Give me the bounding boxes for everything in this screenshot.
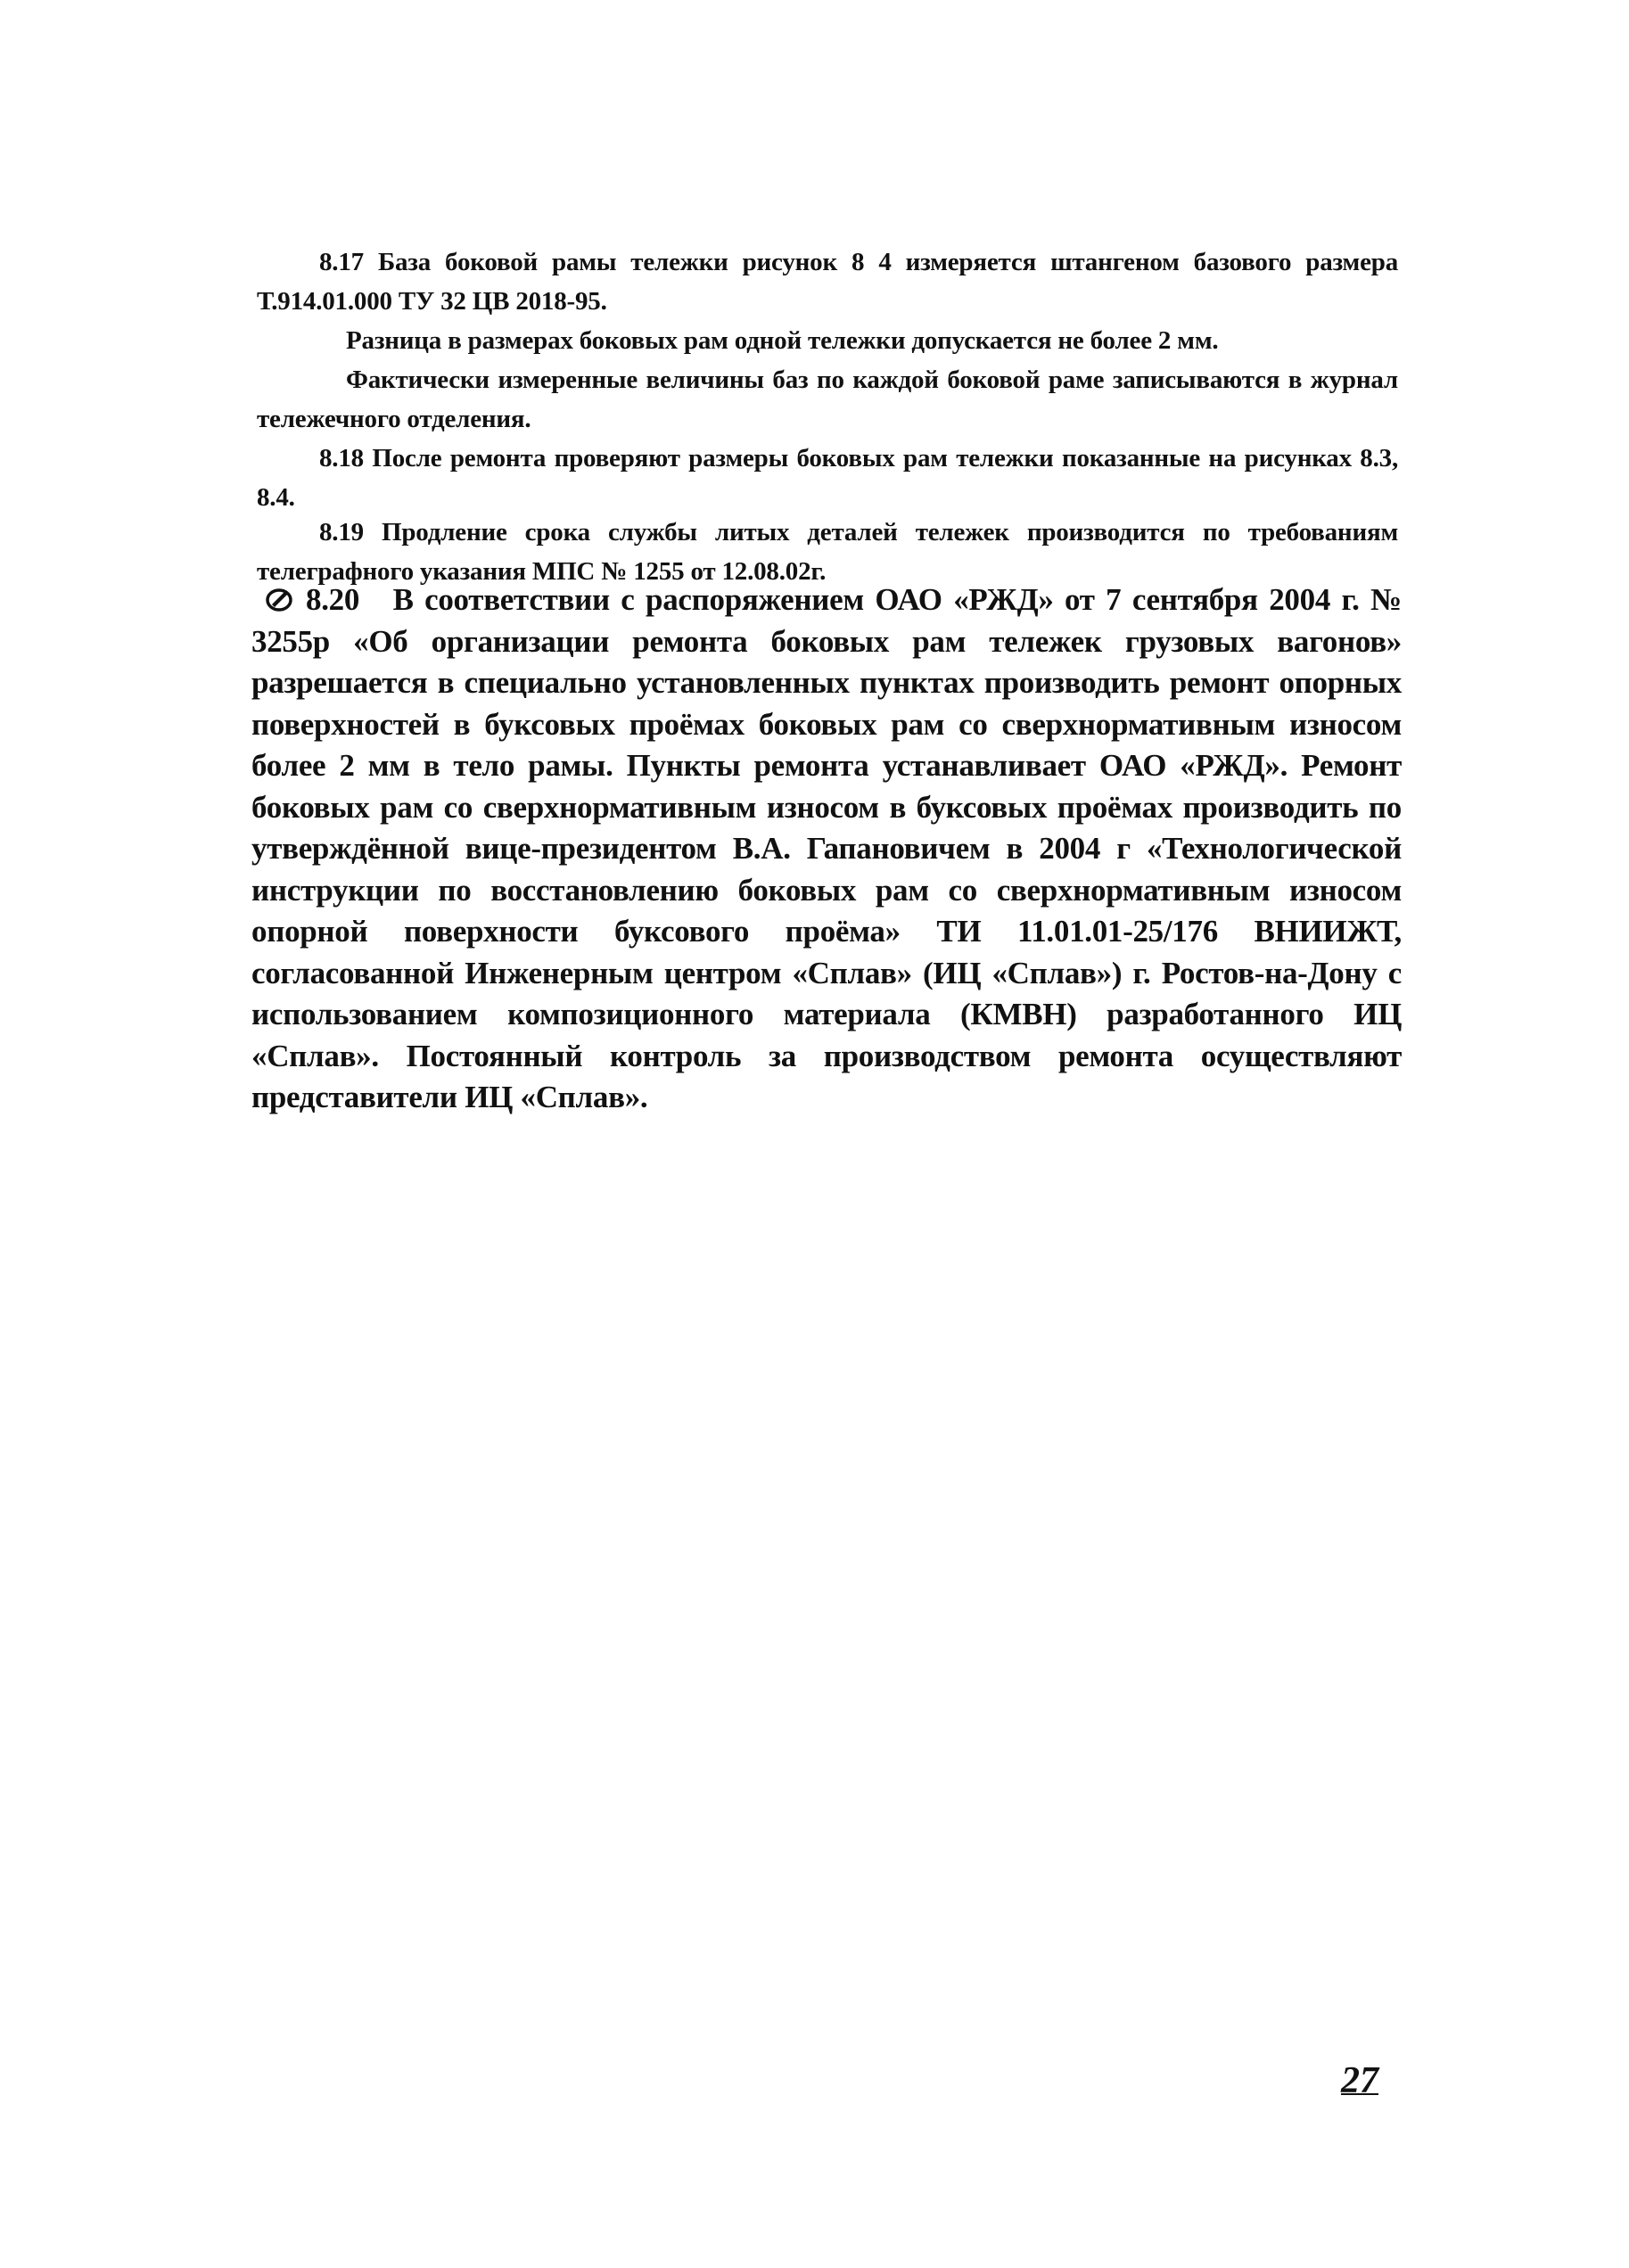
paragraph-8-19: 8.19 Продление срока службы литых деталей тележек производится по требованиям телеграфного указания МПС № 1255 от 12.08.02г.: [257, 518, 1398, 586]
amendment-mark-icon: [265, 585, 293, 613]
section-8-20-number: 8.20: [306, 582, 360, 617]
section-8-20-text: В соответствии с распоряжением ОАО «РЖД» от 7 сентября 2004 г. № 3255р «Об организации ремонта боковых рам тележек грузовых вагонов» разрешается в специально установленных пунктах производить ремонт опорных поверхностей в буксовых проёмах боковых рам со сверхнормативным износом более 2 мм в тело рамы. Пункты ремонта устанавливает ОАО «РЖД». Ремонт боковых рам со сверхнормативным износом в буксовых проёмах производить по утверждённой вице-президентом В.А. Гапановичем в 2004 г «Технологической инструкции по восстановлению боковых рам со сверхнормативным износом опорной поверхности буксового проёма» ТИ 11.01.01-25/176 ВНИИЖТ, согласованной Инженерным центром «Сплав» (ИЦ «Сплав») г. Ростов-на-Дону с использованием композиционного материала (КМВН) разработанного ИЦ «Сплав». Постоянный контроль за производством ремонта осуществляют представители ИЦ «Сплав».: [251, 582, 1402, 1114]
paragraph-8-17-recorded: Фактически измеренные величины баз по каждой боковой раме записываются в журнал тележечного отделения.: [257, 366, 1398, 433]
page-number: 27: [1341, 2060, 1378, 2101]
paragraph-8-17-difference: Разница в размерах боковых рам одной тележки допускается не более 2 мм.: [346, 326, 1219, 355]
paragraph-8-18: 8.18 После ремонта проверяют размеры боковых рам тележки показанные на рисунках 8.3, 8.4.: [257, 444, 1398, 512]
section-8-20: [251, 579, 1402, 1119]
section-8-18: [257, 439, 1398, 517]
paragraph-8-20: [251, 579, 1402, 1119]
paragraph-8-17-base: 8.17 База боковой рамы тележки рисунок 8 4 измеряется штангеном базового размера Т.914.01.000 ТУ 32 ЦВ 2018-95.: [257, 248, 1398, 316]
section-8-17: [257, 242, 1398, 439]
